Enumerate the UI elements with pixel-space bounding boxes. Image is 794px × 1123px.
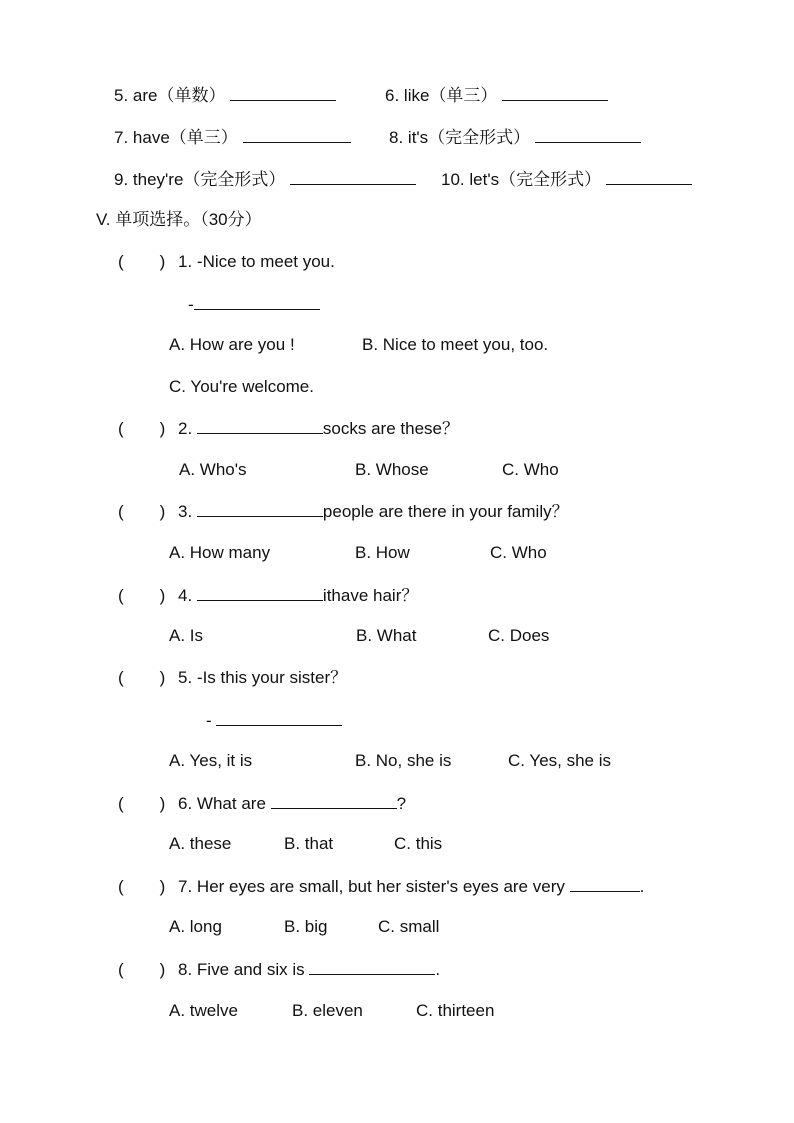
reply-line: -: [206, 709, 342, 732]
item-word: have: [132, 128, 170, 147]
word-item-6: [385, 84, 608, 107]
option-c[interactable]: C. small: [378, 917, 440, 936]
question-stem: Five and six is: [196, 960, 305, 979]
answer-bracket[interactable]: ( ): [118, 252, 166, 271]
answer-blank[interactable]: [197, 500, 323, 517]
option-b[interactable]: B. What: [356, 626, 417, 645]
question-4: [118, 584, 418, 607]
answer-bracket[interactable]: ( ): [118, 794, 166, 813]
answer-blank[interactable]: [570, 875, 640, 892]
answer-bracket[interactable]: ( ): [118, 877, 166, 896]
answer-blank[interactable]: [216, 709, 342, 726]
question-7: ( ) 7. Her eyes are small, but her sister's eyes are very .: [118, 877, 645, 896]
answer-bracket[interactable]: ( ): [118, 586, 166, 605]
option-b[interactable]: B. that: [284, 834, 334, 853]
question-number: 6.: [178, 794, 193, 813]
item-word: it's: [407, 128, 429, 147]
answer-blank[interactable]: [197, 584, 323, 601]
option-a[interactable]: A. How many: [169, 543, 271, 562]
answer-blank[interactable]: [309, 958, 435, 975]
option-c[interactable]: C. Does: [488, 626, 550, 645]
word-item-9: [114, 168, 416, 191]
reply-line: -: [188, 293, 320, 316]
word-item-7: [114, 126, 351, 149]
item-hint: （完全形式）: [183, 170, 286, 189]
question-number: 5.: [178, 668, 193, 687]
item-hint: （单数）: [157, 86, 226, 105]
answer-bracket[interactable]: ( ): [118, 960, 166, 979]
question-stem: socks are these？: [322, 419, 459, 438]
option-a[interactable]: A. twelve: [169, 1001, 238, 1020]
item-word: like: [403, 86, 430, 105]
question-number: 3.: [178, 502, 193, 521]
option-b[interactable]: B. No, she is: [355, 751, 452, 770]
option-b[interactable]: B. Whose: [355, 460, 429, 479]
item-hint: （单三）: [169, 128, 238, 147]
answer-blank[interactable]: [230, 84, 336, 101]
item-word: they're: [132, 170, 184, 189]
option-c[interactable]: C. Who: [490, 543, 547, 562]
option-a[interactable]: A. Is: [169, 626, 204, 645]
question-1: [118, 251, 335, 273]
option-a[interactable]: A. Yes, it is: [169, 751, 253, 770]
item-number: 10.: [441, 170, 465, 189]
question-3: [118, 500, 569, 523]
option-c[interactable]: C. You're welcome.: [169, 377, 314, 396]
option-c[interactable]: C. thirteen: [416, 1001, 495, 1020]
item-number: 5.: [114, 86, 129, 105]
question-number: 1.: [178, 252, 193, 271]
item-hint: （完全形式）: [499, 170, 602, 189]
question-2: [118, 417, 459, 440]
option-a[interactable]: A. How are you !: [169, 335, 295, 354]
question-stem: -Is this your sister？: [196, 668, 348, 687]
item-number: 8.: [389, 128, 404, 147]
item-word: are: [132, 86, 158, 105]
option-b[interactable]: B. big: [284, 917, 328, 936]
option-c[interactable]: C. this: [394, 834, 443, 853]
question-6: ( ) 6. What are ?: [118, 794, 407, 813]
option-c[interactable]: C. Who: [502, 460, 559, 479]
option-b[interactable]: B. Nice to meet you, too.: [362, 335, 549, 354]
answer-bracket[interactable]: ( ): [118, 419, 166, 438]
item-number: 7.: [114, 128, 129, 147]
question-stem: Her eyes are small, but her sister's eyes are very: [196, 877, 565, 896]
option-c[interactable]: C. Yes, she is: [508, 751, 612, 770]
question-number: 8.: [178, 960, 193, 979]
question-stem: people are there in your family？: [322, 502, 569, 521]
word-item-5: [114, 84, 336, 107]
question-number: 4.: [178, 586, 193, 605]
answer-blank[interactable]: [197, 417, 323, 434]
option-a[interactable]: A. Who's: [179, 460, 247, 479]
question-stem: ithave hair？: [322, 586, 419, 605]
answer-bracket[interactable]: ( ): [118, 502, 166, 521]
option-b[interactable]: B. eleven: [292, 1001, 363, 1020]
answer-blank[interactable]: [502, 84, 608, 101]
word-item-10: [441, 168, 692, 191]
answer-blank[interactable]: [243, 126, 351, 143]
question-stem: -Nice to meet you.: [196, 252, 335, 271]
item-number: 6.: [385, 86, 400, 105]
item-word: let's: [469, 170, 500, 189]
answer-blank[interactable]: [535, 126, 641, 143]
option-a[interactable]: A. long: [169, 917, 222, 936]
question-8: ( ) 8. Five and six is .: [118, 960, 441, 979]
answer-bracket[interactable]: ( ): [118, 668, 166, 687]
answer-blank[interactable]: [290, 168, 416, 185]
item-number: 9.: [114, 170, 129, 189]
word-item-8: [389, 126, 641, 149]
section-title: V. 单项选择。（30分）: [96, 210, 262, 229]
item-hint: （完全形式）: [428, 128, 531, 147]
question-5: [118, 667, 347, 689]
option-b[interactable]: B. How: [355, 543, 410, 562]
option-a[interactable]: A. these: [169, 834, 232, 853]
answer-blank[interactable]: [606, 168, 692, 185]
question-number: 7.: [178, 877, 193, 896]
answer-blank[interactable]: [271, 792, 397, 809]
question-number: 2.: [178, 419, 193, 438]
question-stem: What are: [196, 794, 266, 813]
answer-blank[interactable]: [194, 293, 320, 310]
item-hint: （单三）: [429, 86, 498, 105]
